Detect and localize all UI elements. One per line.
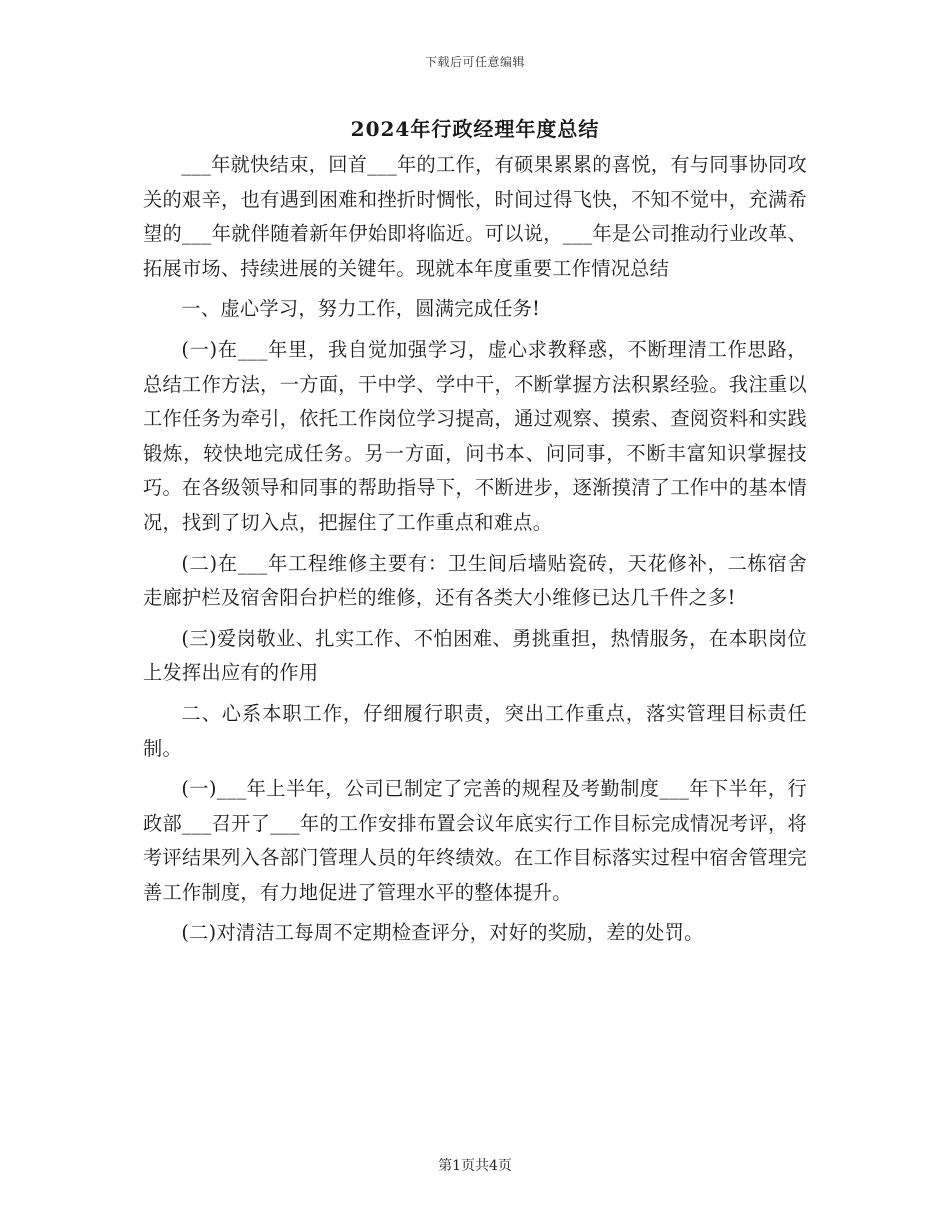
header-note: 下载后可任意编辑 (424, 55, 525, 69)
section-1-item-1: (一)在___年里，我自觉加强学习，虚心求教释惑，不断理清工作思路，总结工作方法，一方面，干中学、学中干，不断掌握方法积累经验。我注重以工作任务为牵引，依托工作岗位学习提高，通过观察、摸索、查阅资料和实践锻炼，较快地完成任务。另一方面，问书本、问同事，不断丰富知识掌握技巧。在各级领导和同事的帮助指导下，不断进步，逐渐摸清了工作中的基本情况，找到了切入点，把握住了工作重点和难点。 (143, 337, 807, 534)
section-1-item-3: (三)爱岗敬业、扎实工作、不怕困难、勇挑重担，热情服务，在本职岗位上发挥出应有的作用 (143, 626, 807, 685)
section-1-item-2: (二)在___年工程维修主要有：卫生间后墙贴瓷砖，天花修补，二栋宿舍走廊护栏及宿舍阳台护栏的维修，还有各类大小维修已达几千件之多! (143, 551, 807, 610)
section-heading-2: 二、心系本职工作，仔细履行职责，突出工作重点，落实管理目标责任制。 (143, 701, 807, 760)
document-title: 2024年行政经理年度总结 (350, 117, 600, 141)
page-footer: 第1页共4页 (438, 1158, 512, 1174)
intro-paragraph: ___年就快结束，回首___年的工作，有硕果累累的喜悦，有与同事协同攻关的艰辛，也有遇到困难和挫折时惆怅，时间过得飞快，不知不觉中，充满希望的___年就伴随着新年伊始即将临近。可以说，___年是公司推动行业改革、拓展市场、持续进展的关键年。现就本年度重要工作情况总结 (143, 153, 807, 280)
document-body (143, 148, 807, 957)
section-2-item-2: (二)对清洁工每周不定期检查评分，对好的奖励，差的处罚。 (181, 921, 704, 945)
section-2-item-1: (一)___年上半年，公司已制定了完善的规程及考勤制度___年下半年，行政部___召开了___年的工作安排布置会议年底实行工作目标完成情况考评，将考评结果列入各部门管理人员的年终绩效。在工作目标落实过程中宿舍管理完善工作制度，有力地促进了管理水平的整体提升。 (143, 777, 807, 904)
section-heading-1: 一、虚心学习，努力工作，圆满完成任务! (181, 297, 541, 321)
